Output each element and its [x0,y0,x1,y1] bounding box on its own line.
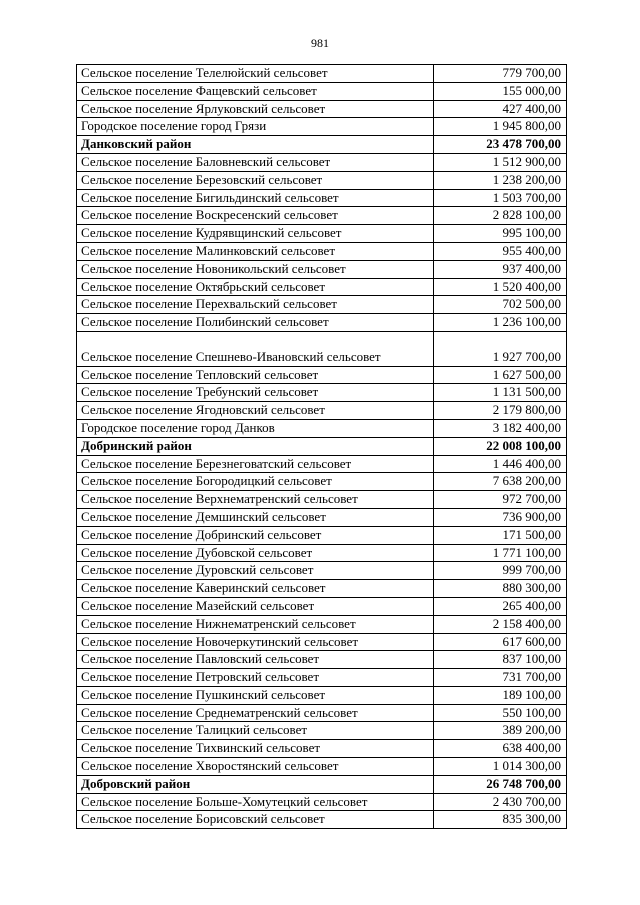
amount-cell: 1 131 500,00 [434,384,567,402]
amount-cell: 427 400,00 [434,100,567,118]
settlement-name-cell: Сельское поселение Пушкинский сельсовет [77,686,434,704]
table-row [77,740,567,758]
amount-cell: 1 927 700,00 [434,331,567,366]
amount-cell: 995 100,00 [434,225,567,243]
amount-cell: 955 400,00 [434,242,567,260]
settlement-name-cell: Сельское поселение Борисовский сельсовет [77,811,434,829]
settlement-name-cell: Сельское поселение Требунский сельсовет [77,384,434,402]
settlement-name-cell: Сельское поселение Богородицкий сельсовет [77,473,434,491]
amount-cell: 155 000,00 [434,82,567,100]
settlement-name-cell: Сельское поселение Павловский сельсовет [77,651,434,669]
settlement-name-cell: Сельское поселение Мазейский сельсовет [77,597,434,615]
amount-cell: 1 446 400,00 [434,455,567,473]
settlement-name-cell: Сельское поселение Каверинский сельсовет [77,580,434,598]
settlement-name-cell: Сельское поселение Хворостянский сельсовет [77,758,434,776]
amount-cell: 731 700,00 [434,669,567,687]
settlement-name-cell: Сельское поселение Спешнево-Ивановский сельсовет [77,331,434,366]
amount-cell: 937 400,00 [434,260,567,278]
district-total-cell: 26 748 700,00 [434,775,567,793]
settlement-name-cell: Сельское поселение Больше-Хомутецкий сельсовет [77,793,434,811]
settlement-name-cell: Сельское поселение Березовский сельсовет [77,171,434,189]
table-row [77,171,567,189]
settlement-name-cell: Городское поселение город Грязи [77,118,434,136]
settlement-name-cell: Сельское поселение Талицкий сельсовет [77,722,434,740]
district-row [77,136,567,154]
table-row [77,597,567,615]
amount-cell: 3 182 400,00 [434,419,567,437]
amount-cell: 189 100,00 [434,686,567,704]
settlement-name-cell: Сельское поселение Телелюйский сельсовет [77,65,434,83]
table-row [77,455,567,473]
amount-cell: 2 158 400,00 [434,615,567,633]
district-total-cell: 22 008 100,00 [434,437,567,455]
settlement-name-cell: Сельское поселение Перехвальский сельсовет [77,296,434,314]
amount-cell: 1 503 700,00 [434,189,567,207]
table-row [77,508,567,526]
settlement-name-cell: Сельское поселение Петровский сельсовет [77,669,434,687]
settlement-name-cell: Сельское поселение Дуровский сельсовет [77,562,434,580]
table-row [77,65,567,83]
table-row [77,296,567,314]
table-row [77,82,567,100]
table-row [77,153,567,171]
amount-cell: 880 300,00 [434,580,567,598]
amount-cell: 617 600,00 [434,633,567,651]
table-row [77,758,567,776]
settlement-name-cell: Сельское поселение Верхнематренский сельсовет [77,491,434,509]
amount-cell: 1 014 300,00 [434,758,567,776]
settlement-name-cell: Сельское поселение Добринский сельсовет [77,526,434,544]
settlement-name-cell: Сельское поселение Воскресенский сельсовет [77,207,434,225]
settlement-name-cell: Сельское поселение Баловневский сельсовет [77,153,434,171]
amount-cell: 1 512 900,00 [434,153,567,171]
table-row [77,314,567,332]
amount-cell: 171 500,00 [434,526,567,544]
amount-cell: 736 900,00 [434,508,567,526]
amount-cell: 1 771 100,00 [434,544,567,562]
budget-allocation-table [76,64,567,829]
table-row [77,793,567,811]
settlement-name-cell: Сельское поселение Среднематренский сельсовет [77,704,434,722]
table-row [77,811,567,829]
settlement-name-cell: Сельское поселение Фащевский сельсовет [77,82,434,100]
table-row [77,189,567,207]
district-row [77,775,567,793]
amount-cell: 1 236 100,00 [434,314,567,332]
settlement-name-cell: Сельское поселение Ягодновский сельсовет [77,402,434,420]
table-row [77,669,567,687]
table-body [77,65,567,829]
amount-cell: 265 400,00 [434,597,567,615]
amount-cell: 638 400,00 [434,740,567,758]
settlement-name-cell: Сельское поселение Демшинский сельсовет [77,508,434,526]
settlement-name-cell: Сельское поселение Бигильдинский сельсовет [77,189,434,207]
amount-cell: 2 828 100,00 [434,207,567,225]
amount-cell: 702 500,00 [434,296,567,314]
amount-cell: 835 300,00 [434,811,567,829]
table-row [77,278,567,296]
amount-cell: 972 700,00 [434,491,567,509]
settlement-name-cell: Сельское поселение Ярлуковский сельсовет [77,100,434,118]
settlement-name-cell: Сельское поселение Кудрявщинский сельсовет [77,225,434,243]
table-row [77,704,567,722]
table-row [77,331,567,366]
table-row [77,615,567,633]
table-row [77,544,567,562]
settlement-name-cell: Сельское поселение Березнеговатский сельсовет [77,455,434,473]
table-row [77,491,567,509]
settlement-name-cell: Сельское поселение Тепловский сельсовет [77,366,434,384]
table-row [77,225,567,243]
settlement-name-cell: Сельское поселение Тихвинский сельсовет [77,740,434,758]
amount-cell: 999 700,00 [434,562,567,580]
amount-cell: 550 100,00 [434,704,567,722]
table-row [77,242,567,260]
table-row [77,100,567,118]
amount-cell: 2 430 700,00 [434,793,567,811]
settlement-name-cell: Сельское поселение Малинковский сельсовет [77,242,434,260]
district-name-cell: Данковский район [77,136,434,154]
table-row [77,722,567,740]
district-name-cell: Добровский район [77,775,434,793]
table-row [77,473,567,491]
district-row [77,437,567,455]
amount-cell: 389 200,00 [434,722,567,740]
table-row [77,580,567,598]
district-total-cell: 23 478 700,00 [434,136,567,154]
settlement-name-cell: Сельское поселение Октябрьский сельсовет [77,278,434,296]
district-name-cell: Добринский район [77,437,434,455]
table-row [77,118,567,136]
table-row [77,562,567,580]
amount-cell: 2 179 800,00 [434,402,567,420]
settlement-name-cell: Сельское поселение Новочеркутинский сельсовет [77,633,434,651]
table-row [77,366,567,384]
settlement-name-cell: Сельское поселение Полибинский сельсовет [77,314,434,332]
amount-cell: 1 520 400,00 [434,278,567,296]
table-row [77,686,567,704]
amount-cell: 837 100,00 [434,651,567,669]
amount-cell: 1 238 200,00 [434,171,567,189]
amount-cell: 1 627 500,00 [434,366,567,384]
amount-cell: 1 945 800,00 [434,118,567,136]
table-row [77,419,567,437]
page-number: 981 [311,36,329,50]
settlement-name-cell: Сельское поселение Дубовской сельсовет [77,544,434,562]
table-row [77,651,567,669]
settlement-name-cell: Сельское поселение Новоникольский сельсовет [77,260,434,278]
settlement-name-cell: Городское поселение город Данков [77,419,434,437]
amount-cell: 7 638 200,00 [434,473,567,491]
table-row [77,526,567,544]
table-row [77,633,567,651]
amount-cell: 779 700,00 [434,65,567,83]
table-row [77,384,567,402]
settlement-name-cell: Сельское поселение Нижнематренский сельсовет [77,615,434,633]
table-row [77,402,567,420]
table-row [77,260,567,278]
table-row [77,207,567,225]
